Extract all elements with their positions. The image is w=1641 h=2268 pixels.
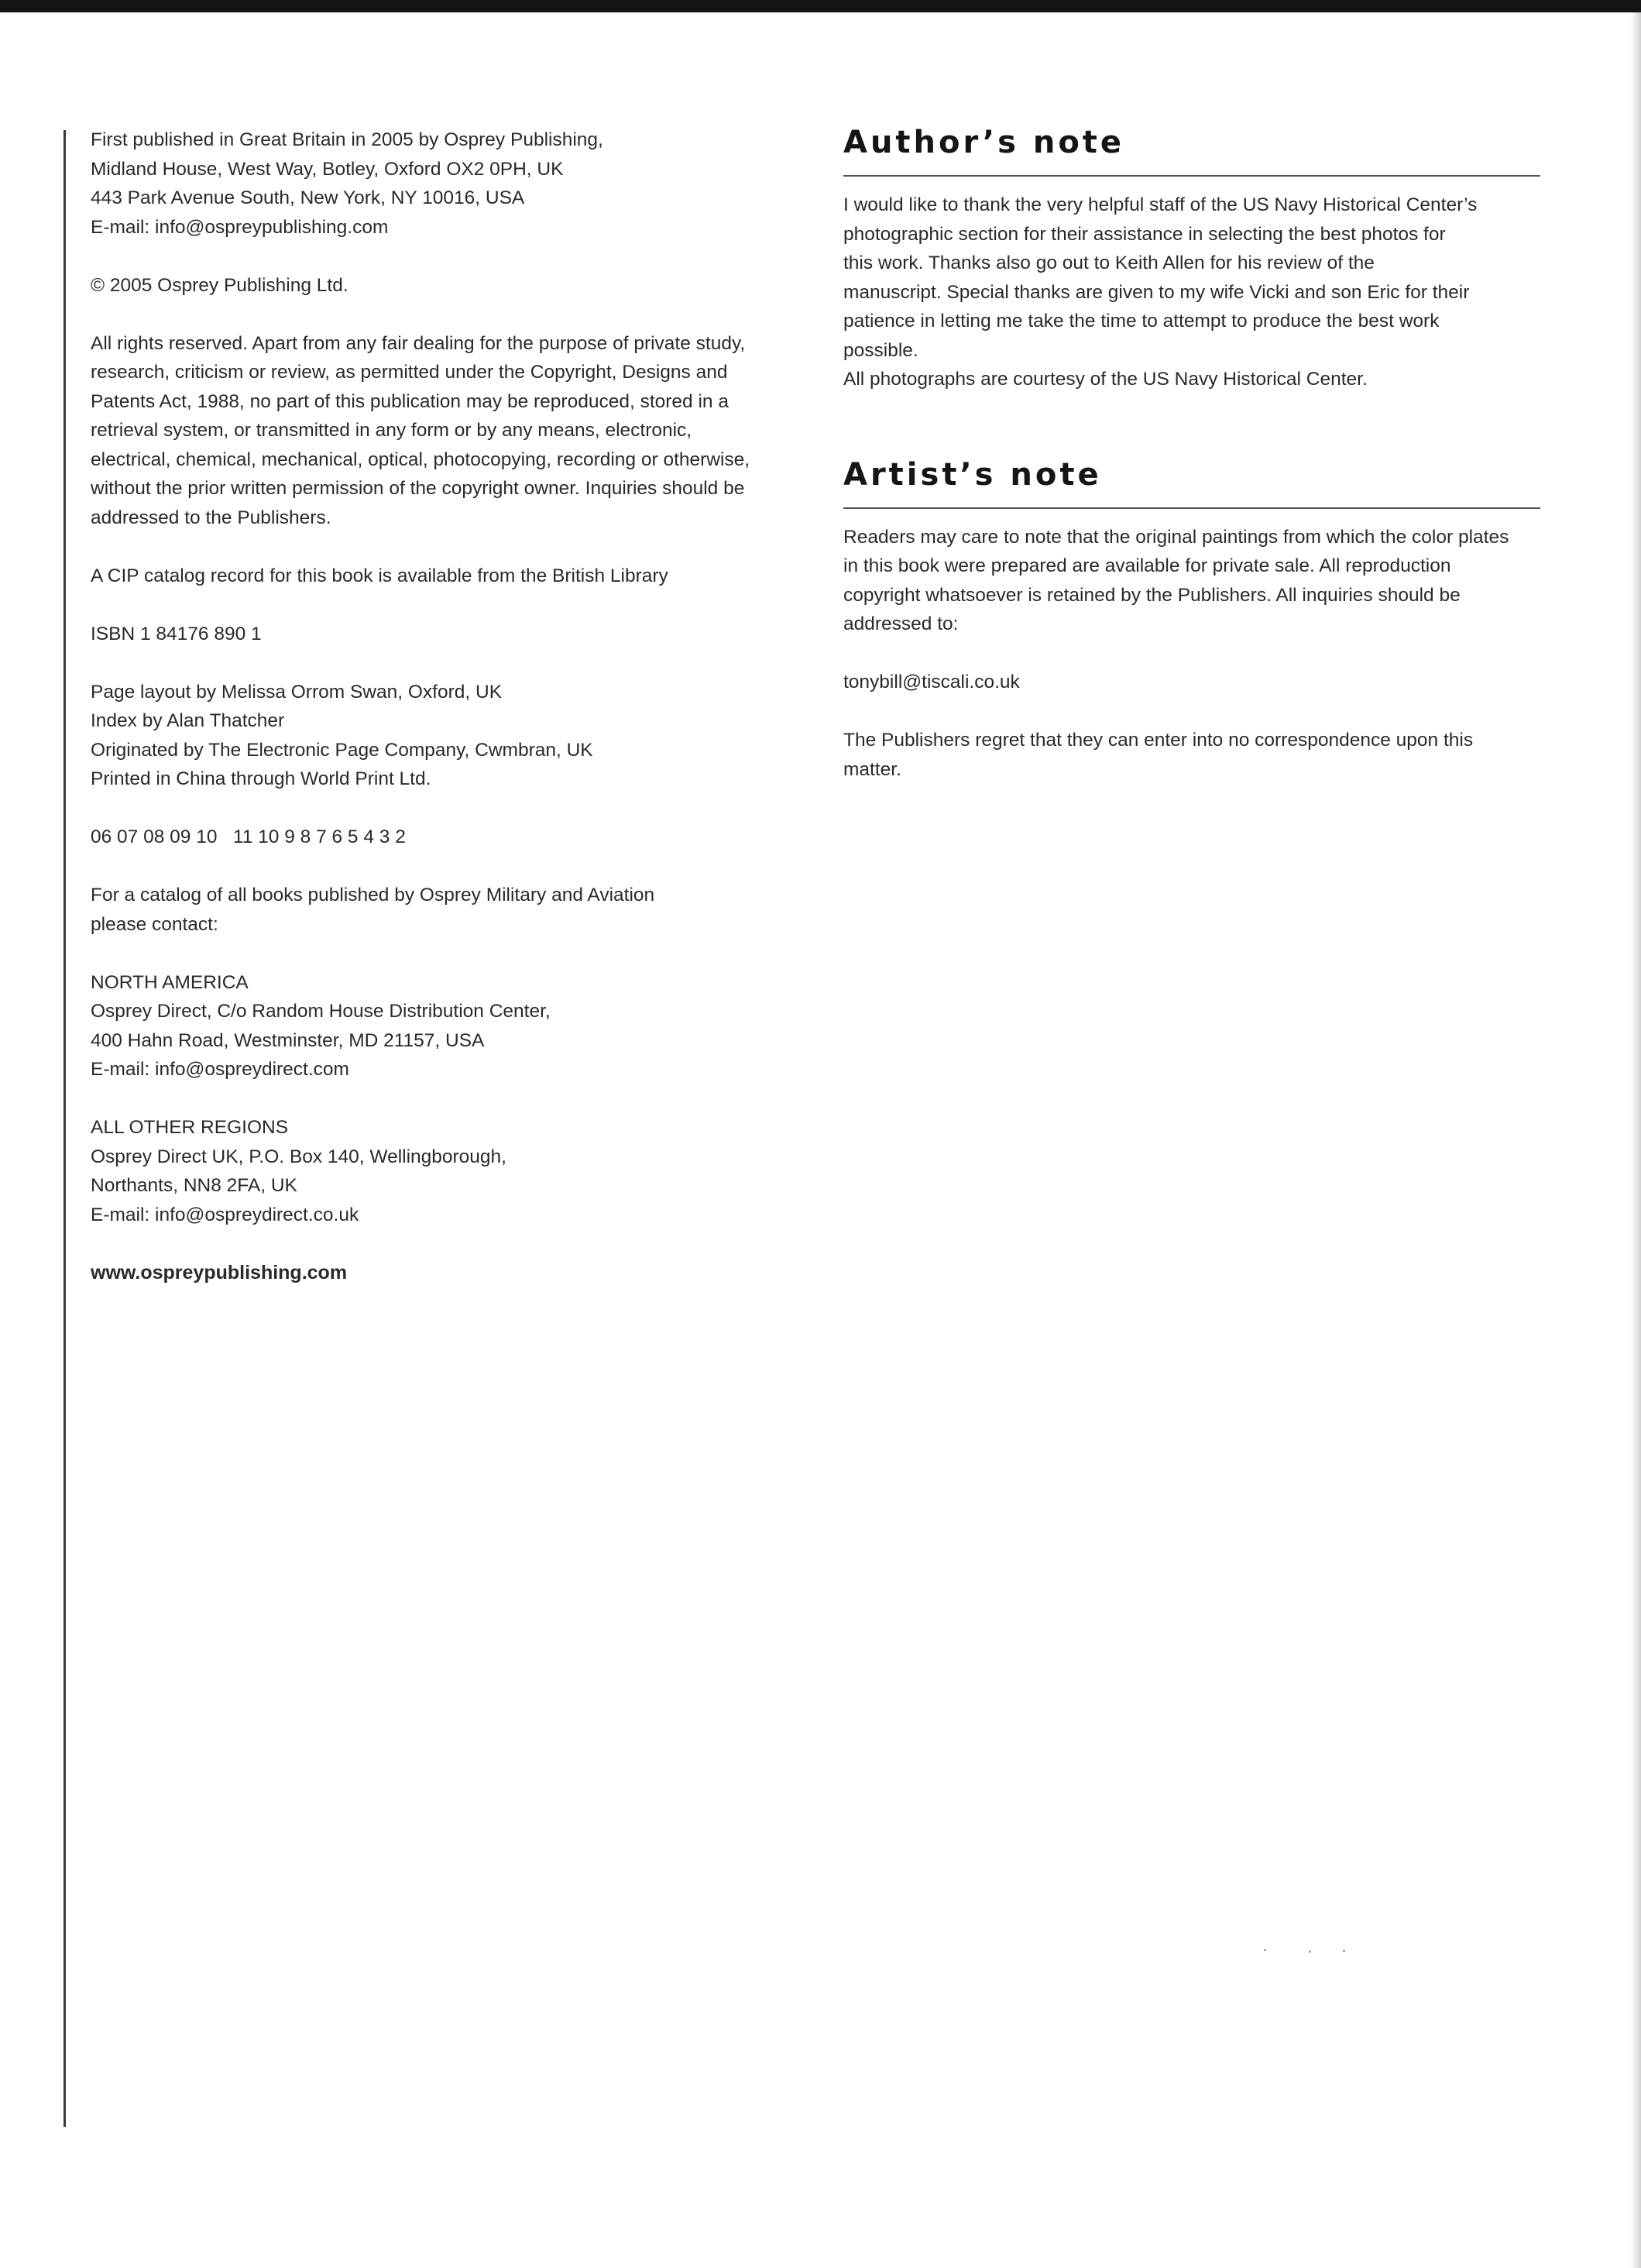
scan-speck (1343, 1950, 1345, 1952)
authors-note-line: possible. (843, 339, 918, 361)
origination-credit: Originated by The Electronic Page Company, Cwmbran, UK (91, 739, 593, 761)
publisher-line: First published in Great Britain in 2005 by Osprey Publishing, (91, 129, 603, 150)
printer-credit: Printed in China through World Print Ltd. (91, 768, 431, 789)
scan-right-edge (1630, 12, 1641, 2268)
rights-line: retrieval system, or transmitted in any form or by any means, electronic, (91, 420, 692, 441)
website-url: www.ospreypublishing.com (91, 1261, 348, 1283)
rights-line: All rights reserved. Apart from any fair dealing for the purpose of private study, (91, 332, 746, 354)
rights-line: research, criticism or review, as permitted under the Copyright, Designs and (91, 362, 728, 383)
notes-column (843, 122, 1540, 784)
region-heading: NORTH AMERICA (91, 971, 249, 993)
email-line: E-mail: info@ospreydirect.com (91, 1059, 349, 1080)
email-line: E-mail: info@ospreydirect.co.uk (91, 1204, 359, 1225)
isbn-line (91, 620, 788, 649)
page-layout-credit: Page layout by Melissa Orrom Swan, Oxford, UK (91, 681, 503, 703)
artist-contact (843, 668, 1540, 697)
scan-speck (1309, 1950, 1311, 1953)
authors-note-section (843, 122, 1540, 394)
address-line: Northants, NN8 2FA, UK (91, 1175, 297, 1196)
publisher-address-us: 443 Park Avenue South, New York, NY 10016, USA (91, 187, 525, 208)
publisher-address-uk: Midland House, West Way, Botley, Oxford OX2 0PH, UK (91, 158, 564, 180)
authors-note-body (843, 177, 1540, 394)
authors-note-heading: Author’s note (843, 122, 1540, 177)
authors-note-line: photographic section for their assistance in selecting the best photos for (843, 223, 1446, 245)
isbn-text: ISBN 1 84176 890 1 (91, 623, 262, 644)
artists-note-line: Readers may care to note that the original paintings from which the color plates (843, 526, 1509, 548)
artist-contact-email: tonybill@tiscali.co.uk (843, 672, 1020, 692)
imprint-column (91, 125, 788, 1317)
catalog-line: please contact: (91, 913, 218, 935)
authors-note-line: I would like to thank the very helpful staff of the US Navy Historical Center’s (843, 194, 1478, 215)
print-line (91, 823, 788, 852)
rights-line: addressed to the Publishers. (91, 507, 331, 528)
rights-line: Patents Act, 1988, no part of this publication may be reproduced, stored in a (91, 390, 729, 412)
artists-note-body (843, 509, 1540, 785)
region-heading: ALL OTHER REGIONS (91, 1117, 289, 1138)
closing-line: matter. (843, 758, 901, 780)
copyright-line (91, 271, 788, 301)
copyright-text: © 2005 Osprey Publishing Ltd. (91, 274, 348, 296)
cip-text: A CIP catalog record for this book is available from the British Library (91, 565, 668, 586)
catalog-line: For a catalog of all books published by Osprey Military and Aviation (91, 885, 655, 905)
rights-line: without the prior written permission of the copyright owner. Inquiries should be (91, 478, 745, 499)
authors-note-line: this work. Thanks also go out to Keith Allen for his review of the (843, 253, 1375, 273)
photo-credit-text: All photographs are courtesy of the US Navy Historical Center. (843, 369, 1368, 390)
artists-note-line: addressed to: (843, 613, 959, 634)
authors-note-line: patience in letting me take the time to attempt to produce the best work (843, 311, 1440, 332)
closing-line: The Publishers regret that they can enter into no correspondence upon this (843, 730, 1474, 751)
scan-speck (1264, 1949, 1266, 1951)
address-line: Osprey Direct UK, P.O. Box 140, Wellingborough, (91, 1146, 506, 1167)
artists-note-line: in this book were prepared are available for private sale. All reproduction (843, 555, 1451, 576)
website-line (91, 1259, 788, 1288)
publisher-email: E-mail: info@ospreypublishing.com (91, 216, 389, 238)
photo-credit (843, 365, 1540, 394)
cip-line (91, 562, 788, 591)
address-line: 400 Hahn Road, Westminster, MD 21157, USA (91, 1029, 485, 1051)
artists-note-paragraph (843, 523, 1540, 639)
catalog-block (91, 881, 788, 939)
other-regions-block (91, 1113, 788, 1229)
print-numbers: 06 07 08 09 10 11 10 9 8 7 6 5 4 3 2 (91, 826, 406, 847)
artists-note-heading: Artist’s note (843, 455, 1540, 509)
artists-note-line: copyright whatsoever is retained by the Publishers. All inquiries should be (843, 584, 1461, 606)
north-america-block (91, 968, 788, 1084)
left-margin-rule (64, 130, 66, 2127)
authors-note-paragraph (843, 191, 1540, 365)
index-credit: Index by Alan Thatcher (91, 710, 285, 731)
publisher-block (91, 125, 788, 242)
publisher-closing (843, 726, 1540, 784)
address-line: Osprey Direct, C/o Random House Distribution Center, (91, 1001, 551, 1022)
production-block (91, 678, 788, 794)
artists-note-section (843, 455, 1540, 785)
rights-line: electrical, chemical, mechanical, optical, photocopying, recording or otherwise, (91, 448, 750, 470)
scan-top-edge (0, 0, 1641, 12)
rights-block (91, 329, 788, 533)
authors-note-line: manuscript. Special thanks are given to my wife Vicki and son Eric for their (843, 281, 1470, 303)
